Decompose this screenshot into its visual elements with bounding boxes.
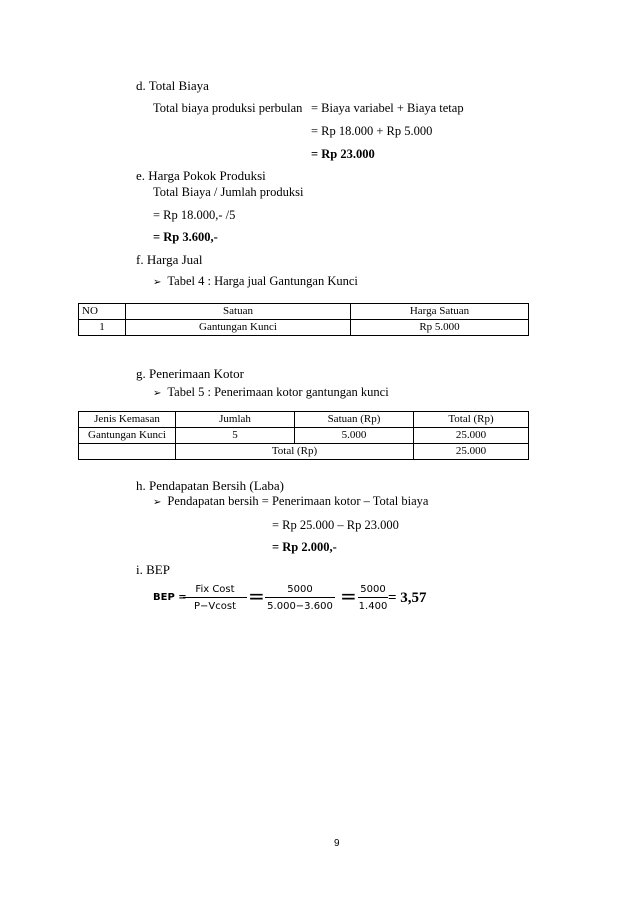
arrow-bullet-icon: ➢ bbox=[153, 388, 162, 399]
table-cell: Gantungan Kunci bbox=[126, 320, 351, 336]
hpp-calc: = Rp 18.000,- /5 bbox=[153, 208, 236, 222]
laba-formula-text: Pendapatan bersih = Penerimaan kotor – Total biaya bbox=[167, 494, 429, 508]
bep-fraction-values bbox=[265, 584, 335, 612]
laba-result: = Rp 2.000,- bbox=[272, 540, 337, 554]
fraction-numerator: 5000 bbox=[360, 584, 386, 595]
hpp-result: = Rp 3.600,- bbox=[153, 230, 218, 244]
arrow-bullet-icon: ➢ bbox=[153, 277, 162, 288]
bep-result: = 3,57 bbox=[388, 590, 427, 606]
fraction-numerator: Fix Cost bbox=[195, 584, 235, 595]
equals-sign: = bbox=[248, 584, 265, 608]
bep-label: BEP = bbox=[153, 592, 187, 603]
table-total-row bbox=[79, 444, 529, 460]
section-e-heading: e. Harga Pokok Produksi bbox=[136, 168, 266, 183]
table-harga-jual bbox=[78, 303, 529, 336]
table-row bbox=[79, 428, 529, 444]
laba-calc: = Rp 25.000 – Rp 23.000 bbox=[272, 518, 399, 532]
fraction-denominator: 5.000−3.600 bbox=[267, 601, 333, 612]
section-g-heading: g. Penerimaan Kotor bbox=[136, 366, 244, 381]
table-header-cell: Satuan (Rp) bbox=[295, 412, 414, 428]
section-h-heading: h. Pendapatan Bersih (Laba) bbox=[136, 478, 285, 493]
table-header-cell: Satuan bbox=[126, 304, 351, 320]
table-cell-empty bbox=[79, 444, 176, 460]
table-cell: Gantungan Kunci bbox=[79, 428, 176, 444]
table-header-cell: Jenis Kemasan bbox=[79, 412, 176, 428]
arrow-bullet-icon: ➢ bbox=[153, 497, 162, 508]
table4-caption-text: Tabel 4 : Harga jual Gantungan Kunci bbox=[167, 274, 358, 288]
table-total-value: 25.000 bbox=[414, 444, 529, 460]
table-row bbox=[79, 320, 529, 336]
hpp-formula: Total Biaya / Jumlah produksi bbox=[153, 185, 304, 199]
total-biaya-formula: = Biaya variabel + Biaya tetap bbox=[311, 101, 464, 115]
total-biaya-label: Total biaya produksi perbulan bbox=[153, 101, 303, 115]
page-number: 9 bbox=[334, 838, 340, 849]
section-i-heading: i. BEP bbox=[136, 562, 170, 577]
total-biaya-result: = Rp 23.000 bbox=[311, 147, 375, 161]
table4-caption bbox=[153, 274, 358, 289]
table-cell: 5.000 bbox=[295, 428, 414, 444]
table-cell: 25.000 bbox=[414, 428, 529, 444]
table-cell: 1 bbox=[79, 320, 126, 336]
laba-formula bbox=[153, 494, 428, 509]
table-header-cell: Total (Rp) bbox=[414, 412, 529, 428]
table-penerimaan-kotor bbox=[78, 411, 529, 460]
table-header-cell: NO bbox=[79, 304, 126, 320]
fraction-denominator: 1.400 bbox=[358, 601, 388, 612]
table-header-row bbox=[79, 412, 529, 428]
table-cell: Rp 5.000 bbox=[351, 320, 529, 336]
table-header-row bbox=[79, 304, 529, 320]
table5-caption bbox=[153, 385, 389, 400]
section-f-heading: f. Harga Jual bbox=[136, 252, 203, 267]
section-d-heading: d. Total Biaya bbox=[136, 78, 209, 93]
bep-fraction-simplified bbox=[358, 584, 388, 612]
table5-caption-text: Tabel 5 : Penerimaan kotor gantungan kunci bbox=[167, 385, 389, 399]
bep-fraction-formula bbox=[183, 584, 247, 612]
fraction-denominator: P−Vcost bbox=[194, 601, 236, 612]
fraction-numerator: 5000 bbox=[287, 584, 313, 595]
total-biaya-calc: = Rp 18.000 + Rp 5.000 bbox=[311, 124, 433, 138]
table-cell: 5 bbox=[176, 428, 295, 444]
table-header-cell: Harga Satuan bbox=[351, 304, 529, 320]
table-total-label: Total (Rp) bbox=[176, 444, 414, 460]
equals-sign: = bbox=[340, 584, 357, 608]
table-header-cell: Jumlah bbox=[176, 412, 295, 428]
